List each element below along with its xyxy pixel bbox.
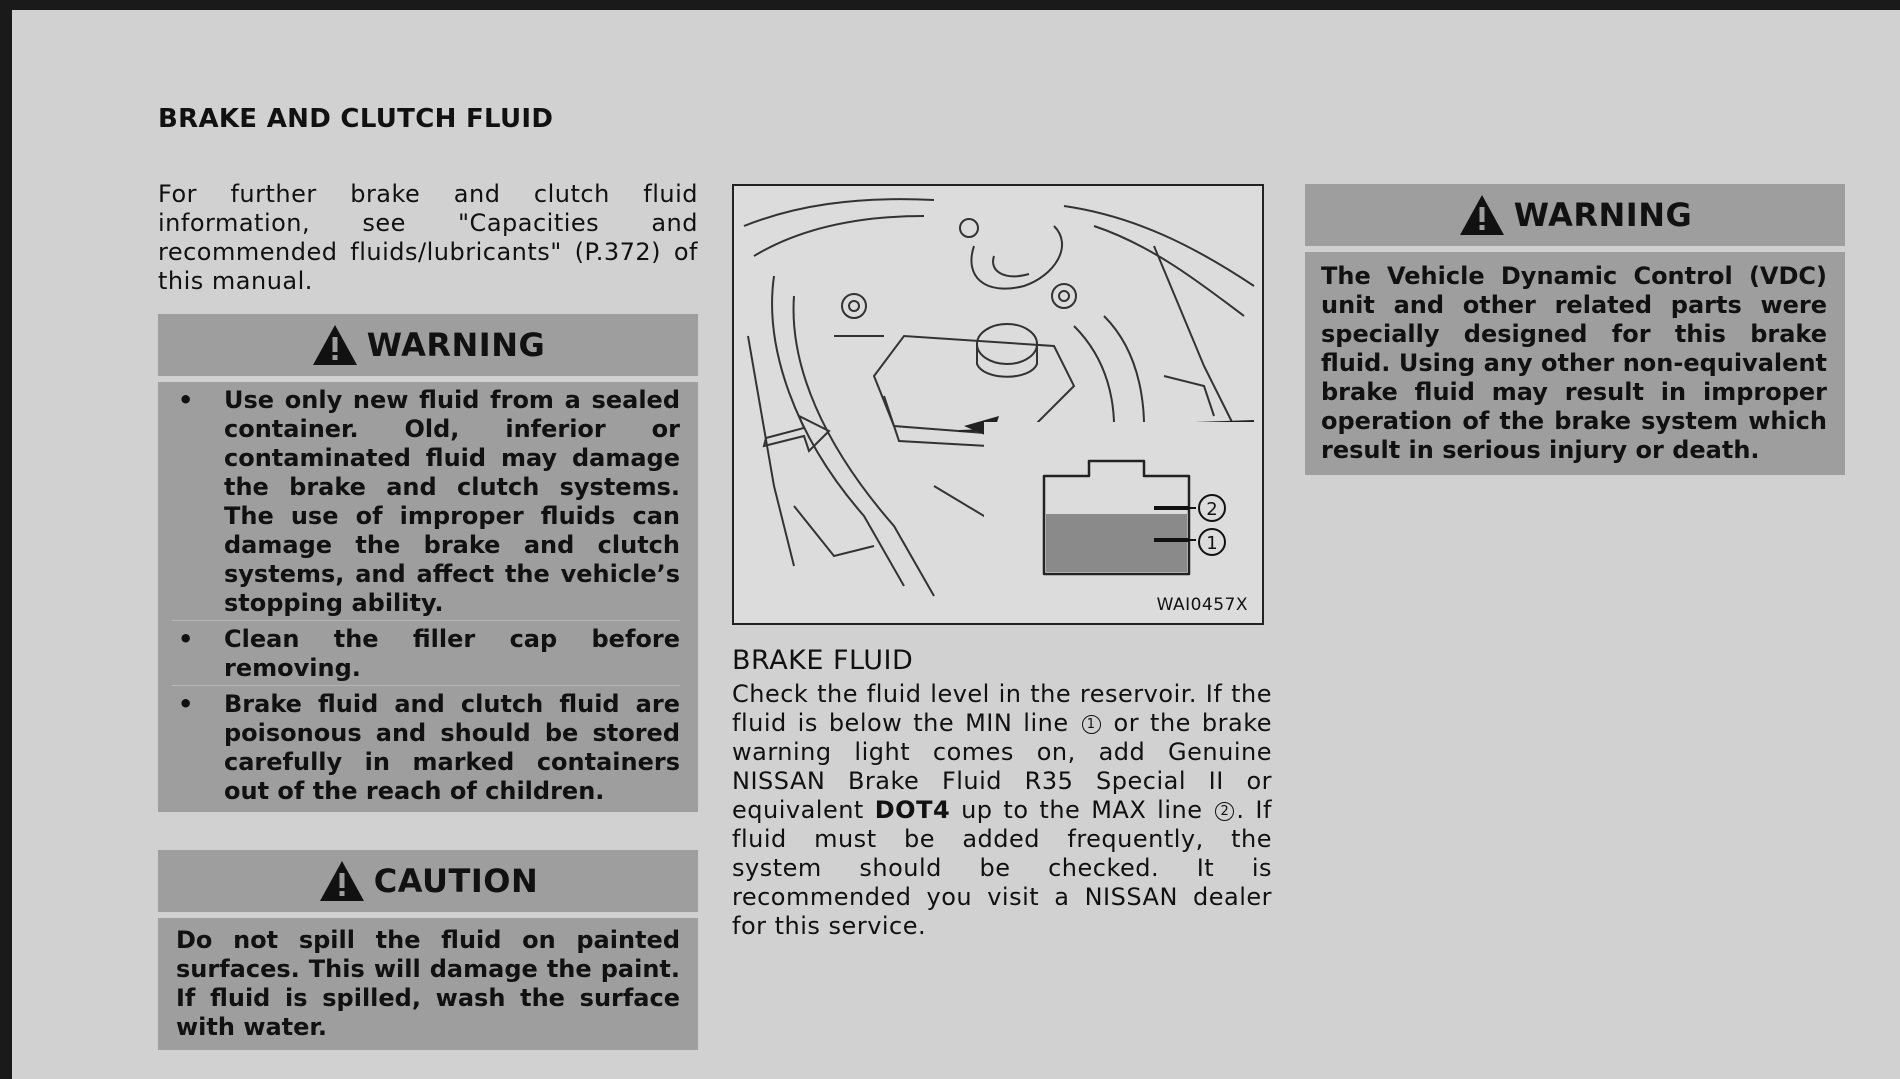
vdc-warning-heading: WARNING [1513, 196, 1693, 234]
brake-fluid-heading: BRAKE FLUID [732, 645, 914, 676]
engine-bay-drawing [734, 186, 1262, 623]
brake-fluid-text-part: Check the fluid level in the reservoir. If the fluid is below the MIN line [732, 680, 1272, 737]
middle-column [732, 184, 1272, 941]
manual-page [12, 10, 1900, 1079]
bullet-icon: • [178, 625, 194, 653]
max-line-marker: 2 [1215, 802, 1234, 821]
intro-paragraph: For further brake and clutch fluid information, see "Capacities and recommended fluids/lubricants" (P.372) of this manual. [158, 180, 698, 295]
figure-code: WAI0457X [1156, 595, 1248, 615]
caution-heading: CAUTION [373, 862, 539, 900]
right-column [1305, 184, 1845, 475]
brake-fluid-text-part: . If fluid must be added frequently, the system should be checked. It is recommended you visit a NISSAN dealer for this service. [732, 796, 1272, 940]
warning-header [158, 314, 698, 376]
warning-item [172, 621, 680, 686]
vdc-warning-box [1305, 184, 1845, 475]
warning-box [158, 314, 698, 812]
warning-body [158, 382, 698, 812]
section-title: BRAKE AND CLUTCH FLUID [158, 104, 554, 134]
warning-item-text: Clean the filler cap before removing. [224, 625, 680, 682]
warning-item-text: Brake fluid and clutch fluid are poisonous and should be stored carefully in marked containers out of the reach of children. [224, 690, 680, 805]
brake-fluid-text [732, 680, 1272, 941]
bullet-icon: • [178, 386, 194, 414]
caution-body: Do not spill the fluid on painted surfaces. This will damage the paint. If fluid is spilled, wash the surface with water. [158, 918, 698, 1050]
callout-min-label: 1 [1206, 533, 1218, 554]
vdc-warning-body: The Vehicle Dynamic Control (VDC) unit and other related parts were specially designed for this brake fluid. Using any other non-equivalent brake fluid may result in improper operation of the brake system which result in serious injury or death. [1305, 252, 1845, 475]
bullet-icon: • [178, 690, 194, 718]
dot4-term: DOT4 [874, 796, 951, 824]
brake-fluid-text-part: up to the MAX line [961, 796, 1203, 824]
warning-item [172, 382, 680, 621]
brake-reservoir-illustration [732, 184, 1264, 625]
caution-header [158, 850, 698, 912]
min-line-marker: 1 [1082, 715, 1101, 734]
callout-max-label: 2 [1206, 499, 1218, 520]
brake-fluid-text-part: or the brake warning light comes on, add Genuine NISSAN Brake Fluid R35 Special II or equivalent [732, 709, 1273, 824]
vdc-warning-header [1305, 184, 1845, 246]
warning-triangle-icon [311, 323, 359, 367]
caution-box [158, 850, 698, 1050]
warning-item [172, 686, 680, 808]
warning-triangle-icon [1458, 193, 1506, 237]
warning-heading: WARNING [366, 326, 546, 364]
left-column [158, 180, 698, 1050]
warning-item-text: Use only new fluid from a sealed container. Old, inferior or contaminated fluid may damage the brake and clutch systems. The use of improper fluids can damage the brake and clutch systems, and affect the vehicle’s stopping ability. [224, 386, 680, 617]
warning-triangle-icon [318, 859, 366, 903]
